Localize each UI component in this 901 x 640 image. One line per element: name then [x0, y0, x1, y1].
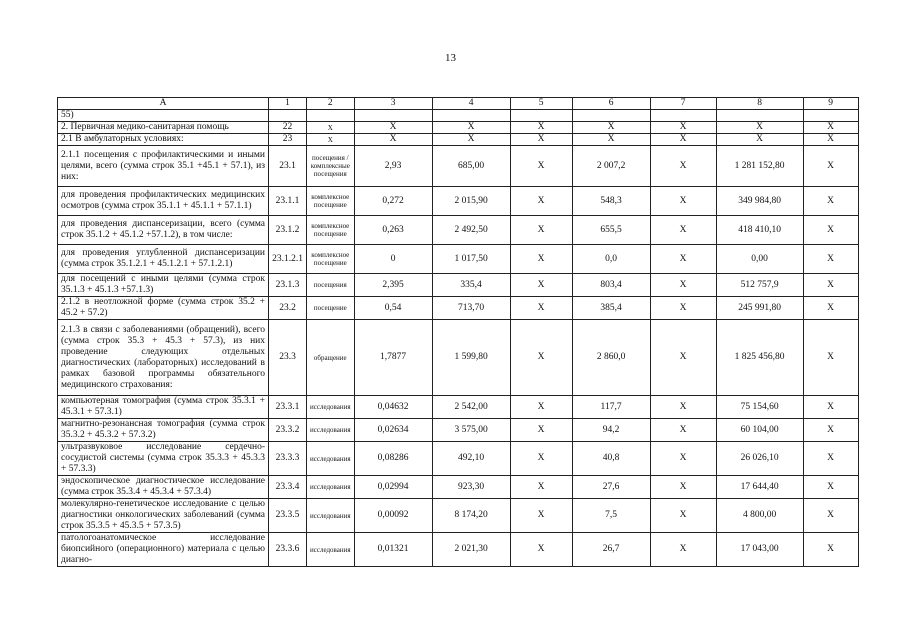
row-unit: посещения / комплексные посещения — [307, 146, 355, 187]
row-unit: исследования — [307, 442, 355, 476]
row-unit: исследования — [307, 419, 355, 442]
table-row — [58, 122, 859, 134]
cell-col-8: 17 644,40 — [716, 476, 803, 499]
row-description: 55) — [58, 110, 269, 122]
cell-col-3: X — [354, 122, 432, 134]
row-unit: комплексное посещение — [307, 216, 355, 245]
row-code: 23.1 — [269, 146, 307, 187]
cell-col-3: 0,02634 — [354, 419, 432, 442]
row-unit: комплексное посещение — [307, 245, 355, 274]
cell-col-3: 1,7877 — [354, 320, 432, 396]
cell-col-3: 0,02994 — [354, 476, 432, 499]
header-cell-5: 5 — [510, 98, 572, 110]
cell-col-6: 40,8 — [572, 442, 650, 476]
cell-col-4: 3 575,00 — [432, 419, 510, 442]
row-code: 23.3.3 — [269, 442, 307, 476]
cell-col-7: X — [650, 533, 716, 567]
table-row — [58, 442, 859, 476]
cell-col-4: 8 174,20 — [432, 499, 510, 533]
header-cell-2: 2 — [307, 98, 355, 110]
cell-col-4: 713,70 — [432, 297, 510, 320]
table-row — [58, 419, 859, 442]
row-code: 23.2 — [269, 297, 307, 320]
cell-col-8: 0,00 — [716, 245, 803, 274]
cell-col-7: X — [650, 134, 716, 146]
cell-col-3: 0,263 — [354, 216, 432, 245]
cell-col-6: 2 860,0 — [572, 320, 650, 396]
cell-col-9: X — [803, 146, 858, 187]
cell-col-7: X — [650, 396, 716, 419]
row-code — [269, 110, 307, 122]
cell-col-8: 1 825 456,80 — [716, 320, 803, 396]
header-cell-3: 3 — [354, 98, 432, 110]
table-row — [58, 245, 859, 274]
cell-col-6: 385,4 — [572, 297, 650, 320]
cell-col-7: X — [650, 245, 716, 274]
cell-col-8: 26 026,10 — [716, 442, 803, 476]
rates-table — [57, 97, 859, 567]
cell-col-9 — [803, 110, 858, 122]
cell-col-5: X — [510, 274, 572, 297]
cell-col-5 — [510, 110, 572, 122]
table-row — [58, 274, 859, 297]
row-description: ультразвуковое исследование сердечно-сосудистой системы (сумма строк 35.3.3 + 45.3.3 + 57.3.3) — [58, 442, 269, 476]
row-code: 23.1.2.1 — [269, 245, 307, 274]
cell-col-5: X — [510, 533, 572, 567]
row-unit: посещение — [307, 297, 355, 320]
cell-col-7: X — [650, 499, 716, 533]
cell-col-4: X — [432, 122, 510, 134]
cell-col-9: X — [803, 396, 858, 419]
cell-col-4: 923,30 — [432, 476, 510, 499]
row-description: молекулярно-генетическое исследование с целью диагностики онкологических заболеваний (сумма строк 35.3.5 + 45.3.5 + 57.3.5) — [58, 499, 269, 533]
cell-col-4: 492,10 — [432, 442, 510, 476]
cell-col-6: 7,5 — [572, 499, 650, 533]
cell-col-8: X — [716, 134, 803, 146]
table-row — [58, 134, 859, 146]
header-cell-7: 7 — [650, 98, 716, 110]
table-row — [58, 216, 859, 245]
row-code: 23.1.2 — [269, 216, 307, 245]
cell-col-9: X — [803, 297, 858, 320]
cell-col-5: X — [510, 134, 572, 146]
cell-col-6: 27,6 — [572, 476, 650, 499]
cell-col-6: 26,7 — [572, 533, 650, 567]
cell-col-5: X — [510, 442, 572, 476]
cell-col-5: X — [510, 476, 572, 499]
row-unit: обращение — [307, 320, 355, 396]
cell-col-9: X — [803, 216, 858, 245]
row-unit: X — [307, 122, 355, 134]
header-cell-a: А — [58, 98, 269, 110]
header-cell-9: 9 — [803, 98, 858, 110]
cell-col-3: 0,00092 — [354, 499, 432, 533]
row-unit: комплексное посещение — [307, 187, 355, 216]
cell-col-9: X — [803, 419, 858, 442]
header-cell-8: 8 — [716, 98, 803, 110]
cell-col-5: X — [510, 396, 572, 419]
row-description: для проведения профилактических медицинских осмотров (сумма строк 35.1.1 + 45.1.1 + 57.1.1) — [58, 187, 269, 216]
cell-col-5: X — [510, 122, 572, 134]
cell-col-7: X — [650, 274, 716, 297]
cell-col-6: 803,4 — [572, 274, 650, 297]
cell-col-9: X — [803, 122, 858, 134]
cell-col-4: 2 015,90 — [432, 187, 510, 216]
table-row — [58, 187, 859, 216]
cell-col-9: X — [803, 320, 858, 396]
page-number: 13 — [445, 52, 456, 64]
row-unit: исследования — [307, 533, 355, 567]
cell-col-8: 75 154,60 — [716, 396, 803, 419]
cell-col-4: 2 492,50 — [432, 216, 510, 245]
cell-col-7: X — [650, 216, 716, 245]
cell-col-4: 335,4 — [432, 274, 510, 297]
cell-col-3: 0,08286 — [354, 442, 432, 476]
row-code: 23 — [269, 134, 307, 146]
cell-col-3: 2,93 — [354, 146, 432, 187]
row-description: для проведения углубленной диспансеризации (сумма строк 35.1.2.1 + 45.1.2.1 + 57.1.2.1) — [58, 245, 269, 274]
cell-col-5: X — [510, 320, 572, 396]
table-row — [58, 320, 859, 396]
row-description: 2.1 В амбулаторных условиях: — [58, 134, 269, 146]
cell-col-5: X — [510, 245, 572, 274]
cell-col-7: X — [650, 476, 716, 499]
cell-col-4: 1 017,50 — [432, 245, 510, 274]
cell-col-9: X — [803, 274, 858, 297]
cell-col-4: 2 021,30 — [432, 533, 510, 567]
cell-col-3: X — [354, 134, 432, 146]
cell-col-3 — [354, 110, 432, 122]
table-row — [58, 396, 859, 419]
header-cell-6: 6 — [572, 98, 650, 110]
cell-col-8: 349 984,80 — [716, 187, 803, 216]
cell-col-6: 94,2 — [572, 419, 650, 442]
row-unit: посещения — [307, 274, 355, 297]
row-description: эндоскопическое диагностическое исследование (сумма строк 35.3.4 + 45.3.4 + 57.3.4) — [58, 476, 269, 499]
cell-col-8: X — [716, 122, 803, 134]
row-code: 23.3.4 — [269, 476, 307, 499]
cell-col-4: 685,00 — [432, 146, 510, 187]
cell-col-6: X — [572, 134, 650, 146]
cell-col-4 — [432, 110, 510, 122]
cell-col-4: 1 599,80 — [432, 320, 510, 396]
cell-col-3: 0,04632 — [354, 396, 432, 419]
table-header-row — [58, 98, 859, 110]
cell-col-9: X — [803, 476, 858, 499]
cell-col-8: 418 410,10 — [716, 216, 803, 245]
cell-col-6: X — [572, 122, 650, 134]
cell-col-5: X — [510, 297, 572, 320]
cell-col-4: 2 542,00 — [432, 396, 510, 419]
cell-col-8 — [716, 110, 803, 122]
cell-col-8: 1 281 152,80 — [716, 146, 803, 187]
row-unit: исследования — [307, 396, 355, 419]
row-description: компьютерная томография (сумма строк 35.3.1 + 45.3.1 + 57.3.1) — [58, 396, 269, 419]
cell-col-6: 548,3 — [572, 187, 650, 216]
cell-col-7: X — [650, 122, 716, 134]
table-row — [58, 297, 859, 320]
cell-col-8: 60 104,00 — [716, 419, 803, 442]
cell-col-7: X — [650, 419, 716, 442]
cell-col-6: 2 007,2 — [572, 146, 650, 187]
cell-col-5: X — [510, 419, 572, 442]
row-code: 23.3.5 — [269, 499, 307, 533]
row-code: 23.3.6 — [269, 533, 307, 567]
cell-col-8: 245 991,80 — [716, 297, 803, 320]
cell-col-9: X — [803, 442, 858, 476]
cell-col-4: X — [432, 134, 510, 146]
cell-col-8: 512 757,9 — [716, 274, 803, 297]
row-code: 23.3.2 — [269, 419, 307, 442]
row-unit: исследования — [307, 476, 355, 499]
cell-col-6: 0,0 — [572, 245, 650, 274]
table-row — [58, 499, 859, 533]
row-description: 2.1.1 посещения с профилактическими и иными целями, всего (сумма строк 35.1 +45.1 + 57.1), из них: — [58, 146, 269, 187]
cell-col-3: 0,01321 — [354, 533, 432, 567]
row-code: 23.1.1 — [269, 187, 307, 216]
row-unit — [307, 110, 355, 122]
row-description: для посещений с иными целями (сумма строк 35.1.3 + 45.1.3 +57.1.3) — [58, 274, 269, 297]
table-row — [58, 110, 859, 122]
row-code: 23.3.1 — [269, 396, 307, 419]
cell-col-3: 0,272 — [354, 187, 432, 216]
cell-col-9: X — [803, 134, 858, 146]
cell-col-6: 655,5 — [572, 216, 650, 245]
cell-col-7: X — [650, 146, 716, 187]
cell-col-3: 0,54 — [354, 297, 432, 320]
row-unit: X — [307, 134, 355, 146]
row-code: 23.3 — [269, 320, 307, 396]
cell-col-6: 117,7 — [572, 396, 650, 419]
header-cell-4: 4 — [432, 98, 510, 110]
row-code: 22 — [269, 122, 307, 134]
cell-col-5: X — [510, 216, 572, 245]
row-unit: исследования — [307, 499, 355, 533]
header-cell-1: 1 — [269, 98, 307, 110]
cell-col-5: X — [510, 146, 572, 187]
cell-col-7: X — [650, 187, 716, 216]
cell-col-5: X — [510, 499, 572, 533]
cell-col-9: X — [803, 245, 858, 274]
cell-col-7: X — [650, 320, 716, 396]
row-code: 23.1.3 — [269, 274, 307, 297]
cell-col-9: X — [803, 499, 858, 533]
row-description: для проведения диспансеризации, всего (сумма строк 35.1.2 + 45.1.2 +57.1.2), в том числе: — [58, 216, 269, 245]
cell-col-9: X — [803, 187, 858, 216]
cell-col-8: 17 043,00 — [716, 533, 803, 567]
table-row — [58, 476, 859, 499]
row-description: магнитно-резонансная томография (сумма строк 35.3.2 + 45.3.2 + 57.3.2) — [58, 419, 269, 442]
row-description: 2.1.3 в связи с заболеваниями (обращений), всего (сумма строк 35.3 + 45.3 + 57.3), из них проведение следующих отдельных диагностических (лабораторных) исследований в рамках базовой программы обязательного медицинского страхования: — [58, 320, 269, 396]
cell-col-3: 0 — [354, 245, 432, 274]
cell-col-9: X — [803, 533, 858, 567]
cell-col-7: X — [650, 297, 716, 320]
table-row — [58, 533, 859, 567]
cell-col-8: 4 800,00 — [716, 499, 803, 533]
cell-col-3: 2,395 — [354, 274, 432, 297]
cell-col-7: X — [650, 442, 716, 476]
table-row — [58, 146, 859, 187]
table-body — [58, 98, 859, 567]
row-description: 2. Первичная медико-санитарная помощь — [58, 122, 269, 134]
cell-col-6 — [572, 110, 650, 122]
cell-col-5: X — [510, 187, 572, 216]
cell-col-7 — [650, 110, 716, 122]
row-description: патологоанатомическое исследование биопсийного (операционного) материала с целью диагно- — [58, 533, 269, 567]
row-description: 2.1.2 в неотложной форме (сумма строк 35.2 + 45.2 + 57.2) — [58, 297, 269, 320]
